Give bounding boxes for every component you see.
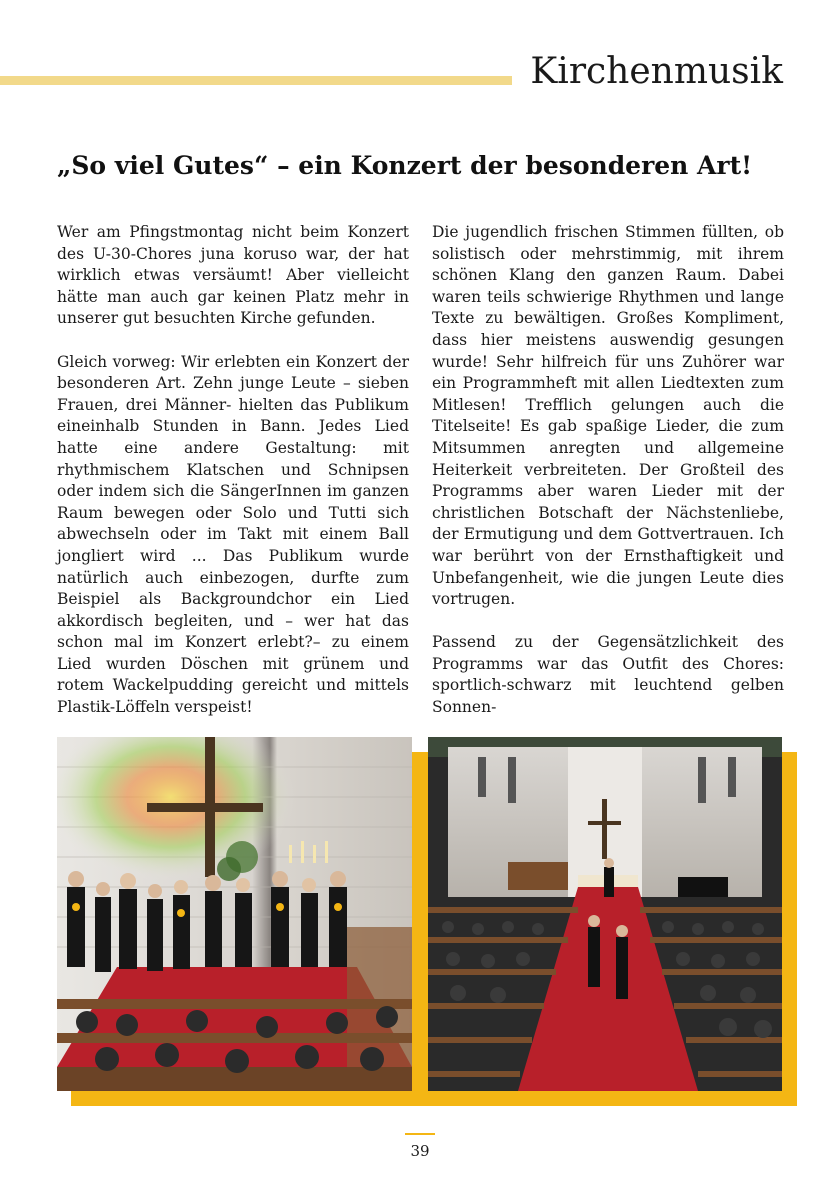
article-headline: „So viel Gutes“ – ein Konzert der besonderen Art! (57, 151, 753, 180)
paragraph: Wer am Pfingstmontag nicht beim Konzert des U-30-Chores juna koruso war, der hat wirklich etwas versäumt! Aber vielleicht hätte man auch gar keinen Platz mehr in unserer gut besuchten Kirche gefunden. (57, 223, 409, 328)
page-number: 39 (410, 1142, 430, 1160)
page-number-rule (405, 1133, 435, 1135)
article-column-right (432, 222, 784, 719)
article-column-left (57, 222, 409, 719)
paragraph: Gleich vorweg: Wir erlebten ein Konzert der besonderen Art. Zehn junge Leute – sieben Frauen, drei Männer- hielten das Publikum eineinhalb Stunden in Bann. Jedes Lied hatte eine andere Gestaltung: mit rhythmischem Klatschen und Schnipsen oder indem sich die SängerInnen im ganzen Raum bewegen oder Solo und Tutti sich abwechseln oder im Takt mit einem Ball jongliert wird ... Das Publikum wurde natürlich auch einbezogen, durfte zum Beispiel als Backgroundchor ein Lied akkordisch begleiten, und – wer hat das schon mal im Konzert erlebt?– zu einem Lied wurden Döschen mit grünem und rotem Wackelpudding gereicht und mittels Plastik-Löffeln verspeist! (57, 352, 409, 717)
section-title: Kirchenmusik (530, 51, 783, 92)
header-accent-bar (0, 76, 512, 85)
choir-photo-front (57, 737, 412, 1091)
church-nave-photo (428, 737, 782, 1091)
paragraph: Die jugendlich frischen Stimmen füllten, ob solistisch oder mehrstimmig, mit ihrem schönen Klang den ganzen Raum. Dabei waren teils schwierige Rhythmen und lange Texte zu bewältigen. Großes Kompliment, dass hier meistens auswendig gesungen wurde! Sehr hilfreich für uns Zuhörer war ein Programmheft mit allen Liedtexten zum Mitlesen! Trefflich gelungen auch die Titelseite! Es gab spaßige Lieder, die zum Mitsummen anregten und allgemeine Heiterkeit verbreiteten. Der Großteil des Programms aber waren Lieder mit der christlichen Botschaft der Nächstenliebe, der Ermutigung und dem Gottvertrauen. Ich war berührt von der Ernsthaftigkeit und Unbefangenheit, wie die jungen Leute dies vortrugen. (432, 223, 784, 609)
paragraph: Passend zu der Gegensätzlichkeit des Programms war das Outfit des Chores: sportlich-schwarz mit leuchtend gelben Sonnen- (432, 633, 784, 717)
